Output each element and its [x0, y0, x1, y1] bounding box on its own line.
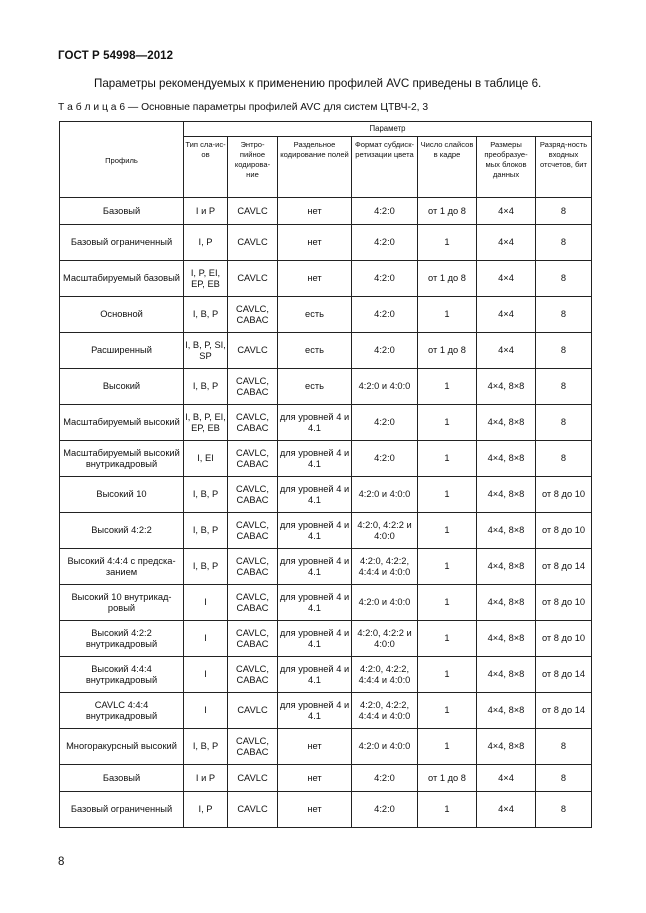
cell-bit-depth: 8 [536, 225, 592, 261]
cell-color-format: 4:2:0 [352, 765, 418, 792]
cell-slices-per-frame: 1 [418, 729, 477, 765]
cell-color-format: 4:2:0 [352, 297, 418, 333]
cell-block-sizes: 4×4 [477, 333, 536, 369]
cell-profile: Высокий 10 внутрикад-ровый [60, 585, 184, 621]
cell-separate-field-coding: для уровней 4 и 4.1 [278, 657, 352, 693]
cell-separate-field-coding: нет [278, 765, 352, 792]
cell-block-sizes: 4×4, 8×8 [477, 585, 536, 621]
table-row [60, 585, 592, 621]
cell-slices-per-frame: 1 [418, 621, 477, 657]
cell-block-sizes: 4×4, 8×8 [477, 549, 536, 585]
cell-profile: Масштабируемый базовый [60, 261, 184, 297]
cell-separate-field-coding: для уровней 4 и 4.1 [278, 513, 352, 549]
cell-profile: Высокий 4:4:4 с предска-занием [60, 549, 184, 585]
cell-block-sizes: 4×4, 8×8 [477, 513, 536, 549]
cell-entropy-coding: CAVLC, CABAC [228, 657, 278, 693]
cell-entropy-coding: CAVLC [228, 693, 278, 729]
cell-color-format: 4:2:0 [352, 792, 418, 828]
cell-slice-types: I, B, P [184, 729, 228, 765]
cell-color-format: 4:2:0 [352, 441, 418, 477]
cell-profile: Высокий [60, 369, 184, 405]
cell-slice-types: I, B, P [184, 297, 228, 333]
table-row [60, 792, 592, 828]
cell-block-sizes: 4×4, 8×8 [477, 405, 536, 441]
header-separate-field-coding: Раздельное кодирование полей [278, 137, 352, 198]
cell-entropy-coding: CAVLC, CABAC [228, 513, 278, 549]
table-row [60, 621, 592, 657]
cell-color-format: 4:2:0, 4:2:2 и 4:0:0 [352, 621, 418, 657]
cell-color-format: 4:2:0 и 4:0:0 [352, 369, 418, 405]
cell-slices-per-frame: от 1 до 8 [418, 333, 477, 369]
cell-separate-field-coding: для уровней 4 и 4.1 [278, 549, 352, 585]
cell-profile: Масштабируемый высокий [60, 405, 184, 441]
cell-entropy-coding: CAVLC [228, 765, 278, 792]
cell-color-format: 4:2:0, 4:2:2, 4:4:4 и 4:0:0 [352, 657, 418, 693]
table-row [60, 441, 592, 477]
cell-profile: Высокий 4:2:2 [60, 513, 184, 549]
cell-entropy-coding: CAVLC, CABAC [228, 369, 278, 405]
cell-entropy-coding: CAVLC, CABAC [228, 585, 278, 621]
cell-slices-per-frame: 1 [418, 441, 477, 477]
cell-entropy-coding: CAVLC [228, 198, 278, 225]
cell-color-format: 4:2:0, 4:2:2 и 4:0:0 [352, 513, 418, 549]
header-color-format: Формат субдиск-ретизации цвета [352, 137, 418, 198]
table-row [60, 297, 592, 333]
cell-block-sizes: 4×4, 8×8 [477, 693, 536, 729]
header-profile: Профиль [60, 122, 184, 198]
cell-entropy-coding: CAVLC [228, 792, 278, 828]
cell-block-sizes: 4×4, 8×8 [477, 477, 536, 513]
cell-separate-field-coding: нет [278, 792, 352, 828]
cell-slices-per-frame: 1 [418, 477, 477, 513]
cell-color-format: 4:2:0 [352, 405, 418, 441]
cell-block-sizes: 4×4 [477, 297, 536, 333]
cell-separate-field-coding: есть [278, 333, 352, 369]
cell-separate-field-coding: для уровней 4 и 4.1 [278, 693, 352, 729]
cell-block-sizes: 4×4 [477, 225, 536, 261]
cell-bit-depth: от 8 до 14 [536, 657, 592, 693]
cell-color-format: 4:2:0, 4:2:2, 4:4:4 и 4:0:0 [352, 549, 418, 585]
cell-block-sizes: 4×4 [477, 765, 536, 792]
cell-slice-types: I, B, P [184, 477, 228, 513]
cell-profile: Масштабируемый высокий внутрикадровый [60, 441, 184, 477]
cell-color-format: 4:2:0 и 4:0:0 [352, 477, 418, 513]
cell-entropy-coding: CAVLC, CABAC [228, 621, 278, 657]
cell-profile: CAVLC 4:4:4 внутрикадровый [60, 693, 184, 729]
cell-profile: Базовый ограниченный [60, 792, 184, 828]
cell-slices-per-frame: 1 [418, 792, 477, 828]
cell-separate-field-coding: нет [278, 225, 352, 261]
cell-bit-depth: от 8 до 10 [536, 513, 592, 549]
cell-profile: Высокий 10 [60, 477, 184, 513]
cell-bit-depth: 8 [536, 369, 592, 405]
table-row [60, 729, 592, 765]
table-row [60, 225, 592, 261]
cell-color-format: 4:2:0 и 4:0:0 [352, 729, 418, 765]
cell-bit-depth: 8 [536, 297, 592, 333]
cell-slices-per-frame: от 1 до 8 [418, 198, 477, 225]
cell-block-sizes: 4×4, 8×8 [477, 621, 536, 657]
cell-separate-field-coding: для уровней 4 и 4.1 [278, 405, 352, 441]
table-body [60, 198, 592, 828]
cell-color-format: 4:2:0 [352, 333, 418, 369]
cell-profile: Высокий 4:4:4 внутрикадровый [60, 657, 184, 693]
cell-slice-types: I, P, EI, EP, EB [184, 261, 228, 297]
cell-entropy-coding: CAVLC, CABAC [228, 729, 278, 765]
cell-slice-types: I [184, 693, 228, 729]
cell-profile: Основной [60, 297, 184, 333]
cell-entropy-coding: CAVLC [228, 225, 278, 261]
cell-block-sizes: 4×4, 8×8 [477, 369, 536, 405]
cell-slices-per-frame: 1 [418, 405, 477, 441]
cell-separate-field-coding: нет [278, 261, 352, 297]
header-block-sizes: Размеры преобразуе-мых блоков данных [477, 137, 536, 198]
cell-profile: Высокий 4:2:2 внутрикадровый [60, 621, 184, 657]
cell-entropy-coding: CAVLC [228, 261, 278, 297]
cell-entropy-coding: CAVLC, CABAC [228, 297, 278, 333]
cell-bit-depth: от 8 до 14 [536, 549, 592, 585]
cell-block-sizes: 4×4, 8×8 [477, 441, 536, 477]
cell-bit-depth: 8 [536, 261, 592, 297]
table-row [60, 333, 592, 369]
cell-separate-field-coding: для уровней 4 и 4.1 [278, 585, 352, 621]
cell-slices-per-frame: от 1 до 8 [418, 765, 477, 792]
header-bit-depth: Разряд-ность входных отсчетов, бит [536, 137, 592, 198]
header-slices-per-frame: Число слайсов в кадре [418, 137, 477, 198]
cell-color-format: 4:2:0 [352, 225, 418, 261]
cell-slices-per-frame: 1 [418, 657, 477, 693]
cell-entropy-coding: CAVLC, CABAC [228, 441, 278, 477]
cell-bit-depth: 8 [536, 729, 592, 765]
page-number: 8 [58, 856, 65, 868]
cell-separate-field-coding: для уровней 4 и 4.1 [278, 477, 352, 513]
cell-profile: Базовый [60, 198, 184, 225]
cell-slices-per-frame: 1 [418, 693, 477, 729]
cell-entropy-coding: CAVLC, CABAC [228, 477, 278, 513]
header-parameter: Параметр [184, 122, 592, 137]
cell-slice-types: I, B, P [184, 369, 228, 405]
intro-paragraph: Параметры рекомендуемых к применению профилей AVC приведены в таблице 6. [94, 77, 542, 90]
cell-bit-depth: от 8 до 14 [536, 693, 592, 729]
cell-bit-depth: от 8 до 10 [536, 585, 592, 621]
cell-profile: Базовый ограниченный [60, 225, 184, 261]
cell-color-format: 4:2:0 и 4:0:0 [352, 585, 418, 621]
cell-profile: Базовый [60, 765, 184, 792]
cell-bit-depth: 8 [536, 441, 592, 477]
cell-slice-types: I и P [184, 198, 228, 225]
cell-slice-types: I, B, P, EI, EP, EB [184, 405, 228, 441]
cell-slice-types: I [184, 657, 228, 693]
cell-color-format: 4:2:0 [352, 261, 418, 297]
cell-slice-types: I, P [184, 225, 228, 261]
cell-separate-field-coding: нет [278, 729, 352, 765]
header-slice-types: Тип сла-ис-ов [184, 137, 228, 198]
table-row [60, 549, 592, 585]
cell-color-format: 4:2:0 [352, 198, 418, 225]
cell-block-sizes: 4×4, 8×8 [477, 729, 536, 765]
cell-slice-types: I, B, P [184, 549, 228, 585]
cell-slice-types: I, EI [184, 441, 228, 477]
table-row [60, 198, 592, 225]
cell-block-sizes: 4×4 [477, 198, 536, 225]
document-header: ГОСТ Р 54998—2012 [58, 50, 174, 62]
table-row [60, 477, 592, 513]
cell-slices-per-frame: 1 [418, 297, 477, 333]
cell-bit-depth: 8 [536, 405, 592, 441]
cell-separate-field-coding: нет [278, 198, 352, 225]
cell-separate-field-coding: есть [278, 297, 352, 333]
cell-slices-per-frame: 1 [418, 513, 477, 549]
cell-color-format: 4:2:0, 4:2:2, 4:4:4 и 4:0:0 [352, 693, 418, 729]
cell-block-sizes: 4×4 [477, 792, 536, 828]
cell-slice-types: I [184, 621, 228, 657]
cell-slices-per-frame: 1 [418, 225, 477, 261]
cell-slices-per-frame: 1 [418, 549, 477, 585]
table-row [60, 405, 592, 441]
cell-slices-per-frame: от 1 до 8 [418, 261, 477, 297]
cell-slices-per-frame: 1 [418, 369, 477, 405]
header-entropy-coding: Энтро-пийное кодирова-ние [228, 137, 278, 198]
cell-profile: Расширенный [60, 333, 184, 369]
cell-slice-types: I [184, 585, 228, 621]
cell-bit-depth: от 8 до 10 [536, 621, 592, 657]
table-row [60, 693, 592, 729]
cell-bit-depth: 8 [536, 198, 592, 225]
cell-separate-field-coding: есть [278, 369, 352, 405]
cell-slice-types: I, P [184, 792, 228, 828]
cell-entropy-coding: CAVLC [228, 333, 278, 369]
cell-separate-field-coding: для уровней 4 и 4.1 [278, 441, 352, 477]
cell-entropy-coding: CAVLC, CABAC [228, 549, 278, 585]
cell-block-sizes: 4×4, 8×8 [477, 657, 536, 693]
cell-entropy-coding: CAVLC, CABAC [228, 405, 278, 441]
cell-block-sizes: 4×4 [477, 261, 536, 297]
table-caption: Т а б л и ц а 6 — Основные параметры профилей AVC для систем ЦТВЧ-2, 3 [58, 102, 429, 113]
cell-bit-depth: 8 [536, 765, 592, 792]
table-row [60, 765, 592, 792]
cell-separate-field-coding: для уровней 4 и 4.1 [278, 621, 352, 657]
table-row [60, 513, 592, 549]
table-row [60, 657, 592, 693]
cell-slice-types: I, B, P [184, 513, 228, 549]
cell-slices-per-frame: 1 [418, 585, 477, 621]
cell-profile: Многоракурсный высокий [60, 729, 184, 765]
cell-slice-types: I, B, P, SI, SP [184, 333, 228, 369]
profiles-parameters-table [59, 121, 592, 828]
cell-bit-depth: 8 [536, 792, 592, 828]
cell-bit-depth: 8 [536, 333, 592, 369]
table-row [60, 261, 592, 297]
cell-slice-types: I и P [184, 765, 228, 792]
table-row [60, 369, 592, 405]
cell-bit-depth: от 8 до 10 [536, 477, 592, 513]
